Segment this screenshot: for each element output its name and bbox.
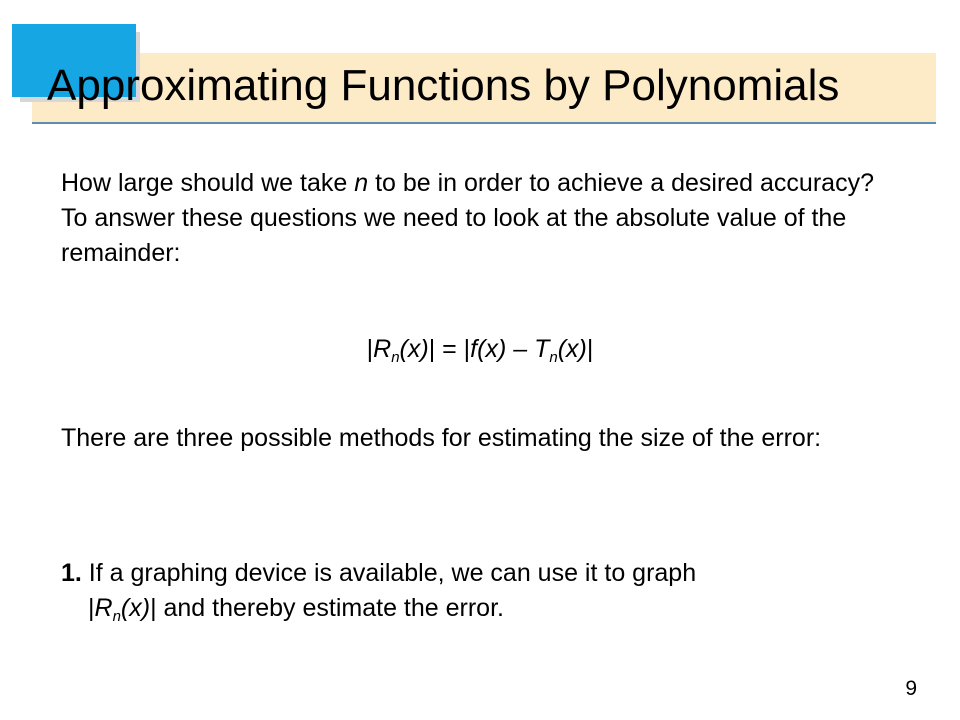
formula-bar-close: | (586, 335, 594, 363)
method-1-bar-open: | (88, 594, 95, 622)
page-number: 9 (905, 677, 917, 700)
method-1-arg-x: (x) (120, 594, 151, 622)
method-1-line2 (61, 591, 504, 626)
intro-text-b: to be in order to achieve a desired accuracy? To answer these questions we need to look at the absolute value of the remainder: (61, 169, 874, 267)
intro-var-n: n (354, 169, 369, 197)
method-1-line1: If a graphing device is available, we can use it to graph (81, 559, 697, 587)
method-1-R: R (94, 594, 113, 622)
intro-paragraph (61, 166, 891, 271)
method-1-rest: | and thereby estimate the error. (150, 594, 504, 622)
title-underline (32, 122, 936, 124)
formula-subscript-n: n (391, 349, 400, 366)
formula-arg-x: (x) (399, 335, 429, 363)
formula-f-arg: (x) – (477, 335, 535, 363)
remainder-formula (0, 331, 960, 367)
formula-bar-open: | (366, 335, 374, 363)
slide-title: Approximating Functions by Polynomials (47, 61, 840, 110)
method-1-number: 1. (61, 559, 82, 587)
formula-arg-x2: (x) (557, 335, 587, 363)
methods-intro-paragraph: There are three possible methods for estimating the size of the error: (61, 424, 822, 452)
formula-equals: | = | (428, 335, 471, 363)
method-1-paragraph (61, 556, 891, 626)
formula-subscript-n2: n (549, 349, 558, 366)
formula-T: T (534, 335, 550, 363)
formula-f: f (470, 335, 478, 363)
formula-R: R (373, 335, 392, 363)
intro-text-a: How large should we take (61, 169, 355, 197)
method-1-subscript-n: n (112, 608, 121, 625)
